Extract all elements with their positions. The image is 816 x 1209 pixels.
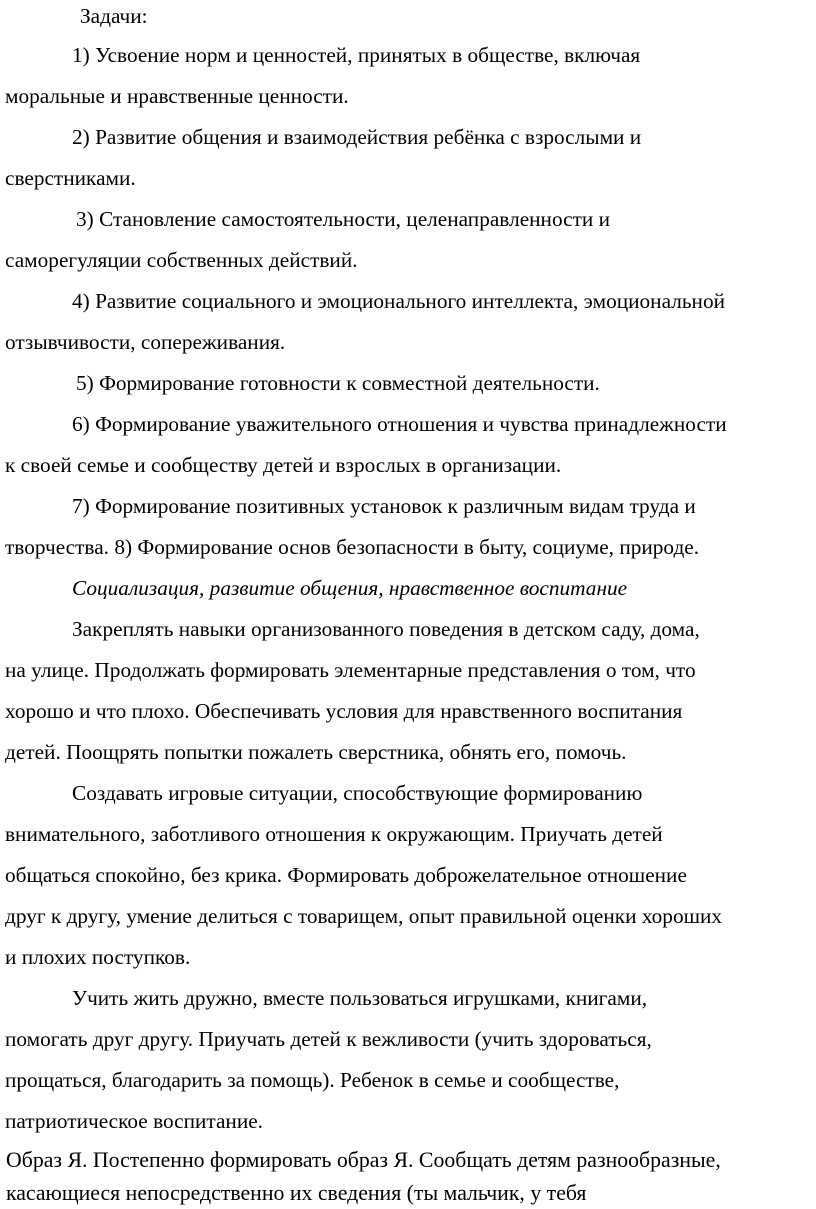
document-heading: Задачи: [80, 4, 148, 28]
task-4-line-2: отзывчивости, сопереживания. [5, 330, 286, 354]
section-subheading: Социализация, развитие общения, нравственное воспитание [72, 576, 628, 600]
paragraph-1-line-4: детей. Поощрять попытки пожалеть сверстника, обнять его, помочь. [5, 740, 627, 764]
task-1-line-2: моральные и нравственные ценности. [5, 84, 349, 108]
paragraph-2-line-4: друг к другу, умение делиться с товарищем, опыт правильной оценки хороших [5, 904, 723, 928]
task-2-line-1: 2) Развитие общения и взаимодействия ребёнка с взрослыми и [72, 125, 642, 149]
task-7-8-line: творчества. 8) Формирование основ безопасности в быту, социуме, природе. [5, 535, 700, 559]
paragraph-4-line-1: Образ Я. Постепенно формировать образ Я. Сообщать детям разнообразные, [6, 1148, 721, 1172]
task-3-line-2: саморегуляции собственных действий. [5, 248, 358, 272]
task-2-line-2: сверстниками. [5, 166, 136, 190]
paragraph-1-line-2: на улице. Продолжать формировать элементарные представления о том, что [5, 658, 696, 682]
paragraph-3-line-4: патриотическое воспитание. [5, 1109, 264, 1133]
task-4-line-1: 4) Развитие социального и эмоционального интеллекта, эмоциональной [72, 289, 725, 313]
paragraph-3-line-1: Учить жить дружно, вместе пользоваться игрушками, книгами, [72, 986, 648, 1010]
paragraph-2-line-3: общаться спокойно, без крика. Формировать доброжелательное отношение [5, 863, 687, 887]
paragraph-2-line-1: Создавать игровые ситуации, способствующие формированию [72, 781, 643, 805]
paragraph-2-line-2: внимательного, заботливого отношения к окружающим. Приучать детей [5, 822, 663, 846]
paragraph-1-line-1: Закреплять навыки организованного поведения в детском саду, дома, [72, 617, 700, 641]
task-6-line-2: к своей семье и сообществу детей и взрослых в организации. [5, 453, 562, 477]
task-3-line-1: 3) Становление самостоятельности, целенаправленности и [76, 207, 611, 231]
paragraph-3-line-2: помогать друг другу. Приучать детей к вежливости (учить здороваться, [5, 1027, 652, 1051]
paragraph-2-line-5: и плохих поступков. [5, 945, 191, 969]
task-6-line-1: 6) Формирование уважительного отношения и чувства принадлежности [72, 412, 727, 436]
task-1-line-1: 1) Усвоение норм и ценностей, принятых в обществе, включая [72, 43, 641, 67]
task-5-line: 5) Формирование готовности к совместной деятельности. [76, 371, 600, 395]
paragraph-4-line-2: касающиеся непосредственно их сведения (ты мальчик, у тебя [6, 1181, 587, 1205]
paragraph-3-line-3: прощаться, благодарить за помощь). Ребенок в семье и сообществе, [5, 1068, 620, 1092]
task-7-line-1: 7) Формирование позитивных установок к различным видам труда и [72, 494, 696, 518]
paragraph-1-line-3: хорошо и что плохо. Обеспечивать условия для нравственного воспитания [5, 699, 683, 723]
